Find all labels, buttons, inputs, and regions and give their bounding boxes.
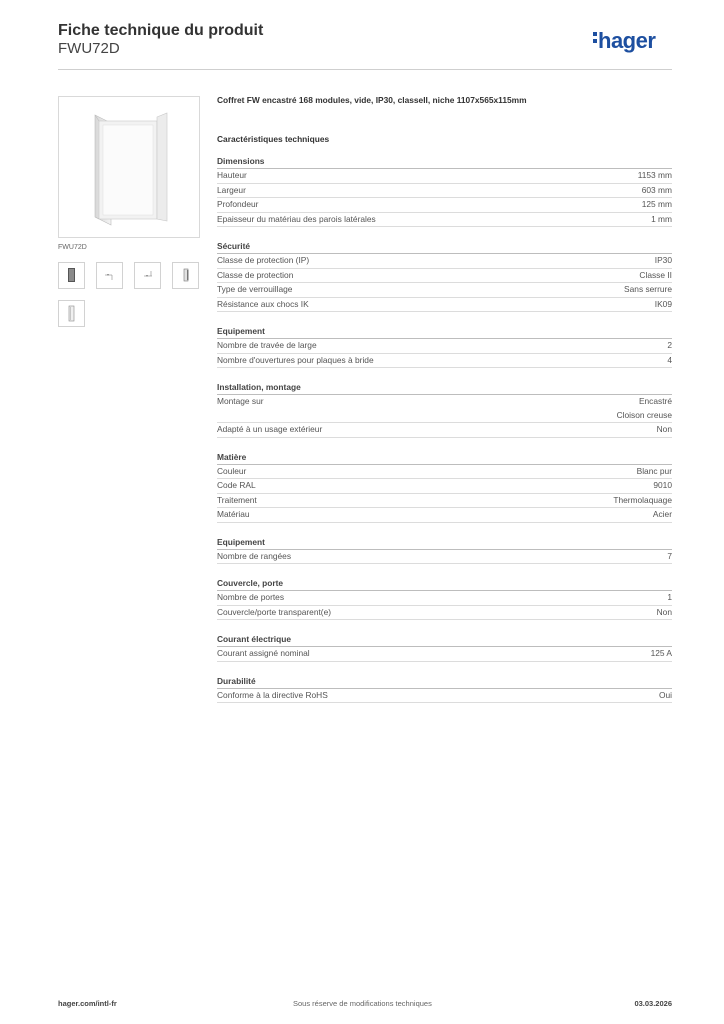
footer-website-link[interactable]: hager.com/intl-fr xyxy=(58,999,117,1008)
footer-notice: Sous réserve de modifications techniques xyxy=(293,999,432,1008)
spec-value xyxy=(667,591,672,605)
spec-row xyxy=(217,591,672,606)
logo-dots-icon xyxy=(593,32,597,46)
group-title: Sécurité xyxy=(217,241,251,251)
product-description: Coffret FW encastré 168 modules, vide, IP30, classeII, niche 1107x565x115mm xyxy=(217,95,527,105)
spec-value xyxy=(667,339,672,353)
group-title: Equipement xyxy=(217,536,265,547)
spec-value xyxy=(659,689,672,703)
cabinet-dimension-icon[interactable] xyxy=(96,262,123,289)
spec-value-line: IK09 xyxy=(654,298,672,309)
spec-label: Matériau xyxy=(217,509,250,519)
hager-logo xyxy=(593,28,655,54)
spec-row xyxy=(217,494,672,509)
group-title: Installation, montage xyxy=(217,382,301,392)
spec-value xyxy=(638,169,672,183)
spec-value xyxy=(639,269,672,283)
spec-value-line: Encastré xyxy=(638,396,672,406)
spec-value-line: Oui xyxy=(658,689,672,700)
spec-row xyxy=(217,298,672,313)
footer-date: 03.03.2026 xyxy=(634,999,672,1008)
spec-label: Couvercle/porte transparent(e) xyxy=(217,606,332,617)
spec-label: Nombre d'ouvertures pour plaques à bride xyxy=(217,354,374,365)
spec-row xyxy=(217,169,672,184)
spec-label: Code RAL xyxy=(217,480,256,490)
spec-row xyxy=(217,254,672,269)
spec-value-line: Blanc pur xyxy=(636,465,672,476)
spec-row xyxy=(217,198,672,213)
spec-value xyxy=(617,395,672,422)
spec-row xyxy=(217,339,672,354)
spec-label: Conforme à la directive RoHS xyxy=(217,689,328,700)
spec-row xyxy=(217,283,672,298)
logo-text: hager xyxy=(598,28,656,53)
spec-label: Classe de protection (IP) xyxy=(217,255,310,265)
spec-value xyxy=(667,550,672,564)
spec-value-line: 2 xyxy=(667,340,672,350)
spec-label: Traitement xyxy=(217,494,257,505)
cabinet-panel-icon[interactable] xyxy=(58,300,85,327)
spec-label: Résistance aux chocs IK xyxy=(217,298,309,309)
spec-value xyxy=(657,423,672,437)
spec-value-line: 1 mm xyxy=(651,213,672,224)
spec-value xyxy=(613,494,672,508)
spec-label: Couleur xyxy=(217,465,247,476)
spec-row xyxy=(217,689,672,704)
cabinet-door-icon[interactable] xyxy=(172,262,199,289)
spec-row xyxy=(217,479,672,494)
spec-row xyxy=(217,465,672,480)
spec-label: Nombre de portes xyxy=(217,592,285,602)
spec-value xyxy=(642,198,672,212)
spec-row xyxy=(217,423,672,438)
spec-value-line: Classe II xyxy=(639,269,672,280)
group-title: Equipement xyxy=(217,326,265,336)
spec-value-line: Thermolaquage xyxy=(613,494,672,505)
spec-row xyxy=(217,269,672,284)
spec-value-line: 1153 mm xyxy=(637,170,672,180)
image-caption: FWU72D xyxy=(58,244,87,251)
spec-value xyxy=(653,479,672,493)
spec-label: Nombre de travée de large xyxy=(217,340,317,350)
spec-label: Adapté à un usage extérieur xyxy=(217,424,323,434)
spec-label: Profondeur xyxy=(217,199,259,209)
spec-value xyxy=(651,213,672,227)
spec-label: Epaisseur du matériau des parois latérales xyxy=(217,213,376,224)
spec-label: Type de verrouillage xyxy=(217,284,293,294)
spec-value-line: 4 xyxy=(667,354,672,365)
spec-row xyxy=(217,395,672,423)
spec-value xyxy=(624,283,672,297)
section-title: Caractéristiques techniques xyxy=(217,134,330,144)
header-divider xyxy=(58,69,672,70)
spec-value xyxy=(667,354,672,368)
cabinet-illustration-icon xyxy=(59,97,199,237)
spec-value-line: Non xyxy=(656,606,672,617)
cabinet-side-icon[interactable] xyxy=(134,262,161,289)
spec-value-line: Non xyxy=(656,424,672,434)
spec-value-line: 9010 xyxy=(653,480,672,490)
spec-value-line: Acier xyxy=(652,509,672,519)
spec-value-line: 125 mm xyxy=(641,199,672,209)
document-title: Fiche technique du produit xyxy=(58,22,264,39)
spec-row xyxy=(217,550,672,565)
group-title: Durabilité xyxy=(217,675,256,686)
spec-row xyxy=(217,213,672,228)
spec-row xyxy=(217,606,672,621)
group-title: Couvercle, porte xyxy=(217,578,284,588)
spec-row xyxy=(217,647,672,662)
spec-label: Classe de protection xyxy=(217,269,294,280)
group-title: Matière xyxy=(217,451,247,462)
spec-value xyxy=(651,647,672,661)
spec-label: Hauteur xyxy=(217,170,247,180)
spec-value xyxy=(655,298,672,312)
spec-value-line: Cloison creuse xyxy=(616,409,672,420)
group-title: Dimensions xyxy=(217,156,265,166)
spec-value-line: IP30 xyxy=(654,255,672,265)
spec-value-line: 7 xyxy=(667,550,672,561)
spec-row xyxy=(217,184,672,199)
technical-content xyxy=(217,95,672,703)
spec-label: Courant assigné nominal xyxy=(217,648,310,658)
spec-value-line: 125 A xyxy=(650,648,672,658)
spec-value-line: 603 mm xyxy=(641,184,672,195)
spec-value xyxy=(653,508,672,522)
product-reference: FWU72D xyxy=(58,40,120,57)
spec-label: Largeur xyxy=(217,184,246,195)
spec-row xyxy=(217,508,672,523)
spec-label: Montage sur xyxy=(217,396,264,406)
spec-row xyxy=(217,354,672,369)
group-title: Courant électrique xyxy=(217,634,291,644)
cabinet-front-icon[interactable] xyxy=(58,262,85,289)
product-image xyxy=(58,96,200,238)
spec-label: Nombre de rangées xyxy=(217,550,292,561)
spec-value-line: Sans serrure xyxy=(624,284,672,294)
spec-value xyxy=(642,184,672,198)
spec-value-line: 1 xyxy=(667,592,672,602)
spec-value xyxy=(637,465,672,479)
spec-value xyxy=(655,254,672,268)
spec-value xyxy=(657,606,672,620)
characteristics-groups xyxy=(217,156,672,703)
